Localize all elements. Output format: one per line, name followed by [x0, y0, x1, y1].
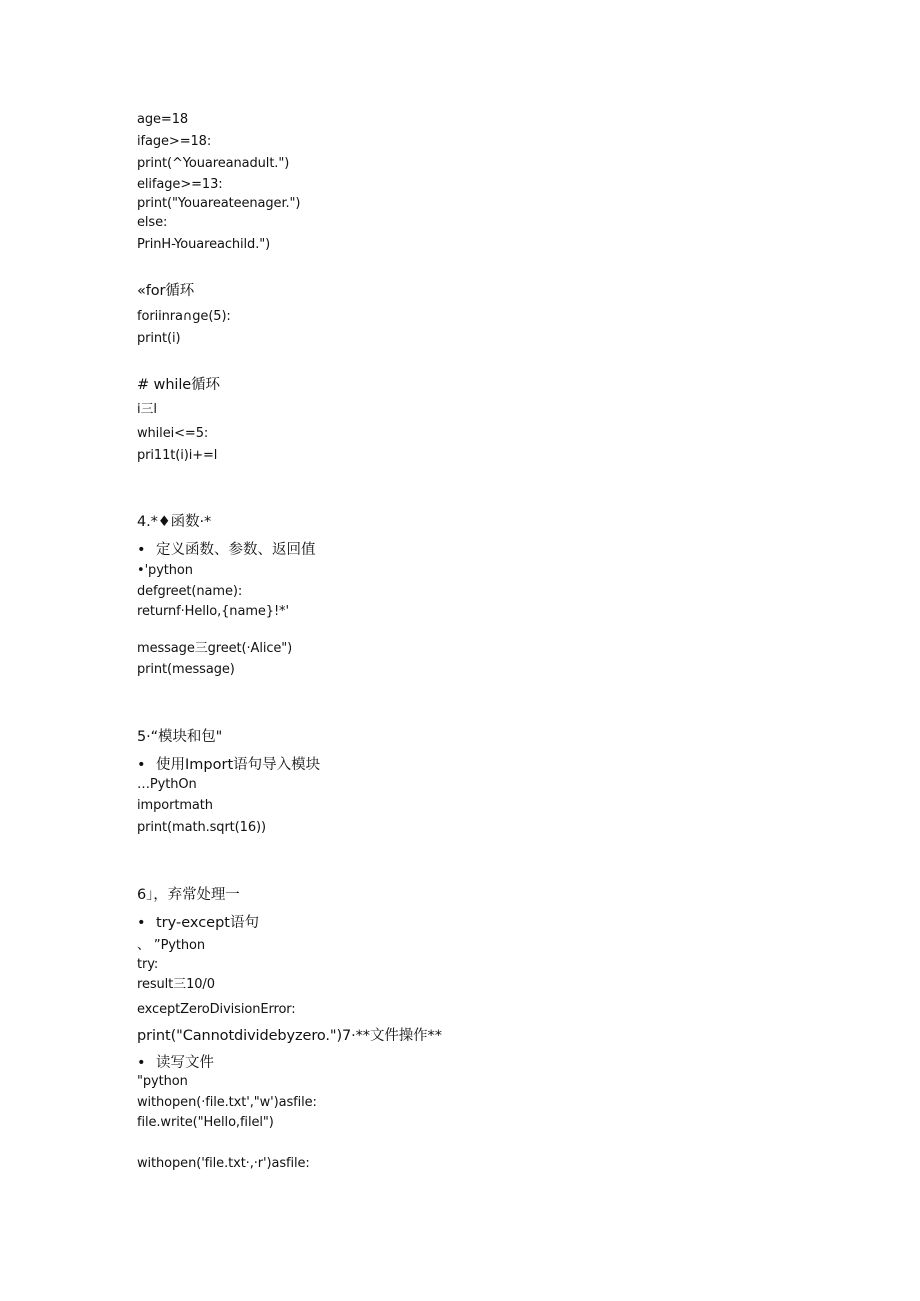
code-line: elifage>=13: [137, 177, 223, 192]
code-line: withopen(·file.txt',"w')asfile: [137, 1095, 317, 1110]
code-line: print(^Youareanadult.") [137, 156, 290, 171]
section-heading: 4.*♦函数·* [137, 514, 212, 530]
bullet-text: try-except语句 [156, 915, 259, 931]
code-line: age=18 [137, 112, 189, 127]
code-line: exceptZeroDivisionError: [137, 1002, 296, 1017]
code-line: print("Youareateenager.") [137, 196, 301, 211]
code-line: importmath [137, 798, 213, 813]
code-fence: •'python [137, 563, 193, 578]
code-line: print(message) [137, 662, 235, 677]
code-line: message三greet(·Alice") [137, 641, 293, 656]
code-line: withopen('file.txt·,·r')asfile: [137, 1156, 310, 1171]
bullet-item [137, 541, 316, 559]
bullet-marker: • [137, 915, 146, 931]
section-comment: «for循环 [137, 283, 195, 299]
code-line: print("Cannotdividebyzero.")7·**文件操作** [137, 1028, 442, 1044]
bullet-text: 定义函数、参数、返回值 [156, 542, 316, 558]
bullet-item [137, 756, 320, 774]
bullet-text: 读写文件 [156, 1055, 214, 1071]
section-heading: 5·“模块和包" [137, 729, 223, 745]
code-line: pri11t(i)i+=l [137, 448, 218, 463]
section-comment: # while循环 [137, 377, 220, 393]
bullet-marker: • [137, 757, 146, 773]
code-line: print(math.sqrt(16)) [137, 820, 266, 835]
code-line: returnf·Hello,{name}!*' [137, 604, 289, 619]
code-line: file.write("Hello,filel") [137, 1115, 274, 1130]
bullet-item [137, 914, 259, 932]
code-line: try: [137, 957, 159, 972]
code-fence: 、 ”Python [137, 938, 206, 953]
section-heading: 6」，弃常处理一 [137, 887, 240, 903]
code-line: ifage>=18: [137, 134, 212, 149]
code-line: whilei<=5: [137, 426, 209, 441]
code-line: result三10/0 [137, 977, 215, 992]
code-fence: …PythOn [137, 777, 197, 792]
code-line: PrinH-Youareachild.") [137, 237, 271, 252]
bullet-marker: • [137, 542, 146, 558]
code-fence: "python [137, 1074, 188, 1089]
bullet-item [137, 1054, 214, 1072]
bullet-text: 使用Import语句导入模块 [156, 757, 321, 773]
code-line: foriinra∩ge(5): [137, 309, 231, 324]
code-line: else: [137, 215, 168, 230]
bullet-marker: • [137, 1055, 146, 1071]
code-line: defgreet(name): [137, 584, 243, 599]
code-line: i三l [137, 402, 157, 417]
code-line: print(i) [137, 331, 181, 346]
